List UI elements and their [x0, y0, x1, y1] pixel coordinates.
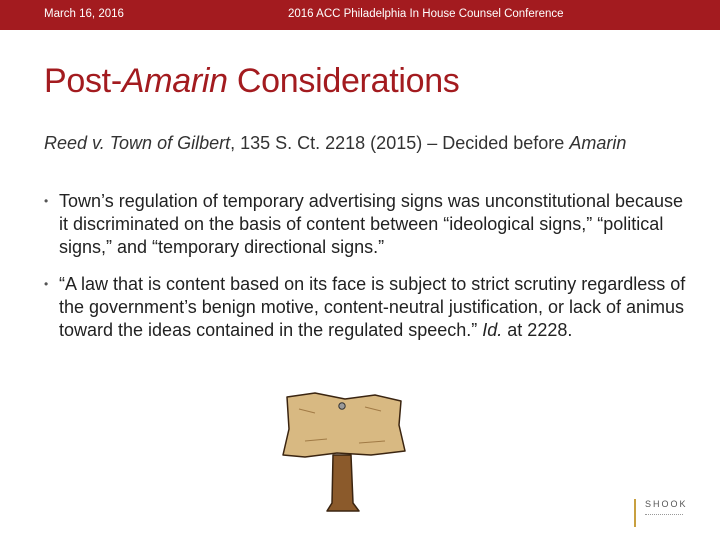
sign-board: [283, 393, 405, 457]
wooden-sign-illustration: [275, 385, 410, 515]
case-name: Reed v. Town of Gilbert: [44, 133, 231, 153]
sign-nail: [339, 403, 345, 409]
case-amarin: Amarin: [569, 133, 627, 153]
bullet-glyph: •: [44, 194, 49, 208]
logo-subline: [645, 514, 683, 517]
header-bar: [0, 0, 720, 30]
header-date: March 16, 2016: [44, 8, 124, 20]
title-italic: Amarin: [121, 62, 228, 100]
bullet-item: [44, 273, 694, 342]
bullet-text: Town’s regulation of temporary advertising signs was unconstitutional because it discriminated on the basis of content between “ideological signs,” “political signs,” and “temporary directional signs.”: [59, 191, 684, 257]
bullet-id: Id.: [482, 320, 503, 340]
title-prefix: Post-: [44, 62, 122, 100]
case-citation: [44, 132, 684, 154]
slide-title: [44, 62, 460, 101]
bullet-item: [44, 190, 694, 259]
bullet-text: “A law that is content based on its face is subject to strict scrutiny regardless of the government’s benign motive, content-neutral justification, or lack of animus toward the ideas contained in the regulated speech.”: [59, 274, 686, 340]
sign-post: [327, 455, 359, 511]
bullet-list: [44, 190, 694, 356]
header-conference: 2016 ACC Philadelphia In House Counsel Conference: [288, 8, 564, 20]
title-suffix: Considerations: [227, 62, 460, 100]
logo-word: SHOOK: [645, 499, 688, 509]
bullet-tail: at 2228.: [502, 320, 573, 340]
case-cite-text: , 135 S. Ct. 2218 (2015) – Decided before: [230, 133, 570, 153]
bullet-glyph: •: [44, 277, 49, 291]
firm-logo: [634, 499, 688, 527]
